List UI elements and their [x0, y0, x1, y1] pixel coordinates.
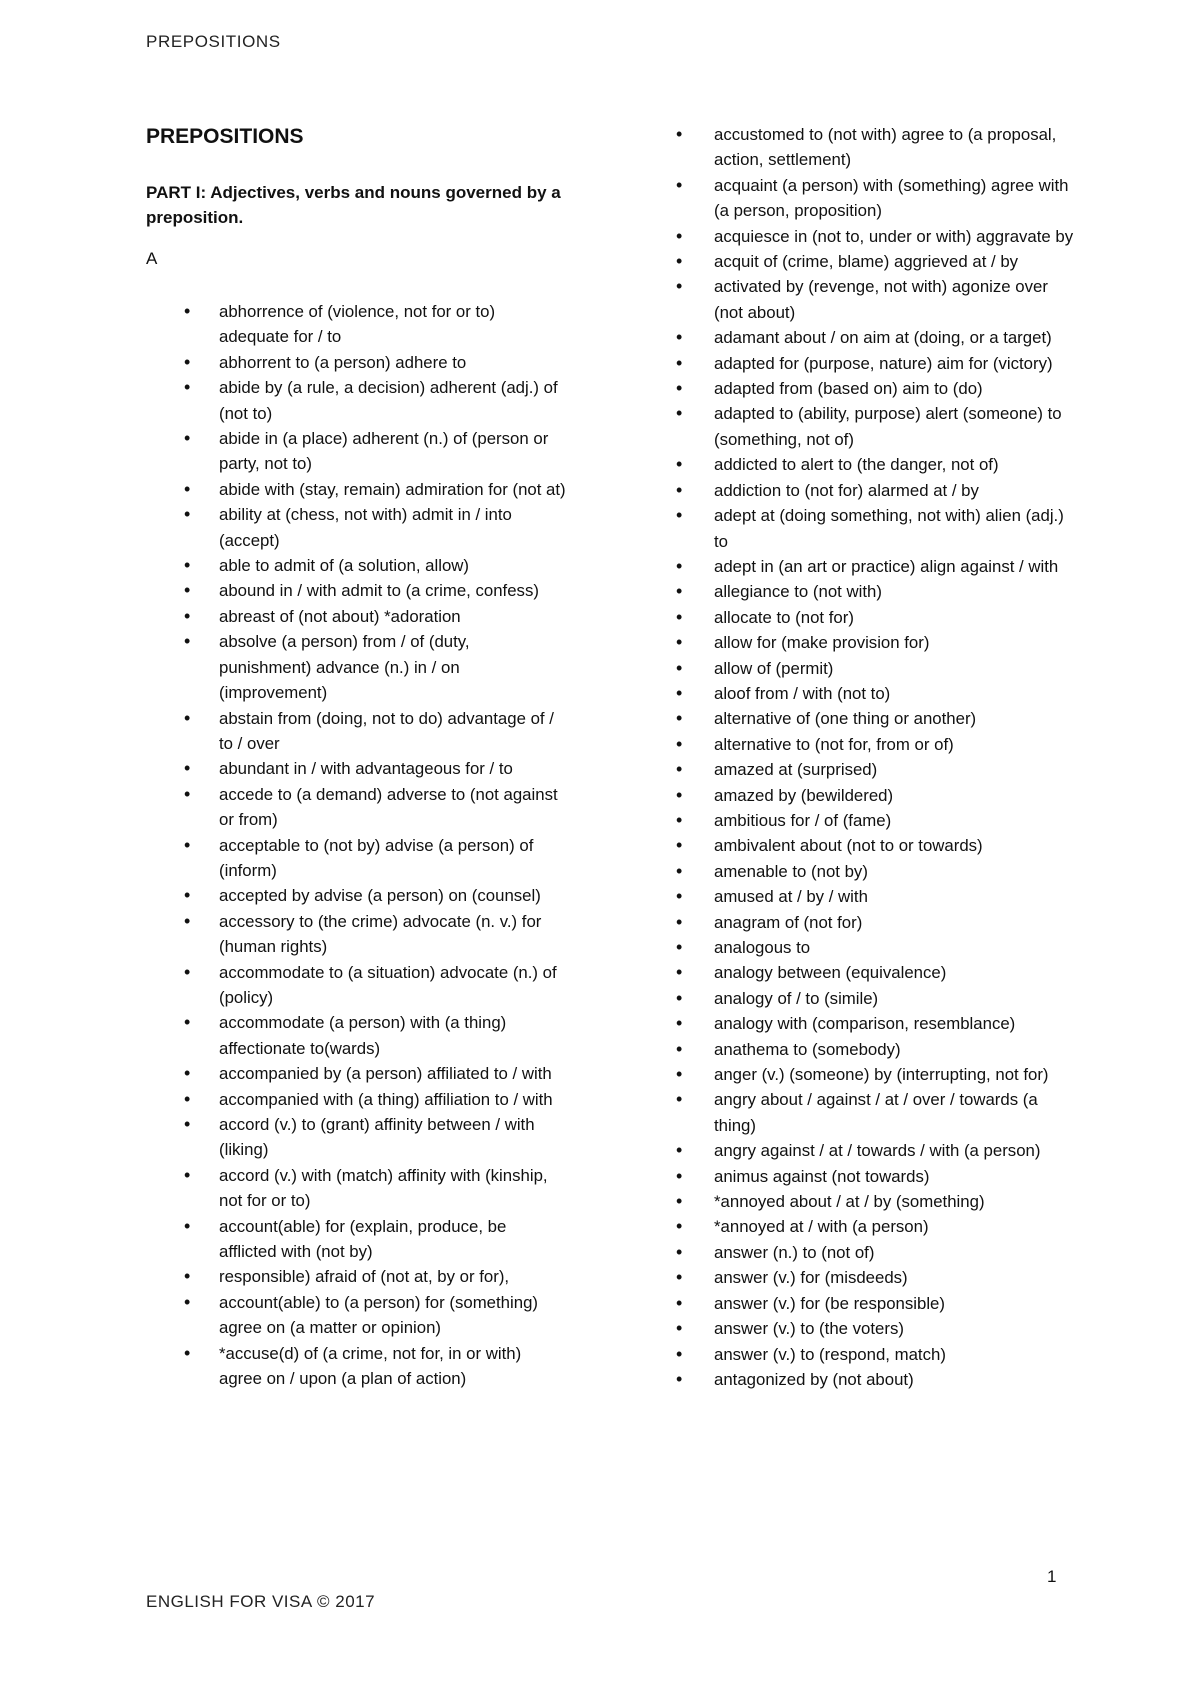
list-item: • angry about / against / at / over / towards (a thing) — [676, 1087, 1076, 1138]
list-item: • account(able) to (a person) for (something) agree on (a matter or opinion) — [146, 1290, 566, 1341]
list-item: • analogy with (comparison, resemblance) — [676, 1011, 1076, 1036]
list-item: • analogous to — [676, 935, 1076, 960]
left-entry-list — [146, 299, 566, 1391]
list-item: • acceptable to (not by) advise (a person) of (inform) — [146, 833, 566, 884]
list-item: • accompanied by (a person) affiliated to / with — [146, 1061, 566, 1086]
list-item: • adept in (an art or practice) align against / with — [676, 554, 1076, 579]
list-item: • responsible) afraid of (not at, by or for), — [146, 1264, 566, 1289]
list-item: • accommodate (a person) with (a thing) affectionate to(wards) — [146, 1010, 566, 1061]
right-entry-list — [676, 122, 1076, 1392]
list-item: • amazed at (surprised) — [676, 757, 1076, 782]
list-item: • amused at / by / with — [676, 884, 1076, 909]
list-item: • adapted from (based on) aim to (do) — [676, 376, 1076, 401]
list-item: • abide with (stay, remain) admiration for (not at) — [146, 477, 566, 502]
list-item: • abreast of (not about) *adoration — [146, 604, 566, 629]
list-item: • accord (v.) with (match) affinity with (kinship, not for or to) — [146, 1163, 566, 1214]
list-item: • abundant in / with advantageous for / to — [146, 756, 566, 781]
list-item: • alternative to (not for, from or of) — [676, 732, 1076, 757]
list-item: • abhorrence of (violence, not for or to) adequate for / to — [146, 299, 566, 350]
list-item: • accustomed to (not with) agree to (a proposal, action, settlement) — [676, 122, 1076, 173]
running-footer: ENGLISH FOR VISA © 2017 — [146, 1592, 376, 1611]
list-item: • activated by (revenge, not with) agonize over (not about) — [676, 274, 1076, 325]
list-item: • accord (v.) to (grant) affinity between / with (liking) — [146, 1112, 566, 1163]
list-item: • adapted for (purpose, nature) aim for (victory) — [676, 351, 1076, 376]
list-item: • answer (v.) for (misdeeds) — [676, 1265, 1076, 1290]
list-item: • abound in / with admit to (a crime, confess) — [146, 578, 566, 603]
list-item: • allow of (permit) — [676, 656, 1076, 681]
list-item: • abide in (a place) adherent (n.) of (person or party, not to) — [146, 426, 566, 477]
list-item: • able to admit of (a solution, allow) — [146, 553, 566, 578]
list-item: • acquit of (crime, blame) aggrieved at / by — [676, 249, 1076, 274]
list-item: • *accuse(d) of (a crime, not for, in or with) agree on / upon (a plan of action) — [146, 1341, 566, 1392]
list-item: • *annoyed at / with (a person) — [676, 1214, 1076, 1239]
list-item: • ambitious for / of (fame) — [676, 808, 1076, 833]
list-item: • addiction to (not for) alarmed at / by — [676, 478, 1076, 503]
right-column — [676, 122, 1076, 1392]
list-item: • amazed by (bewildered) — [676, 783, 1076, 808]
list-item: • ambivalent about (not to or towards) — [676, 833, 1076, 858]
list-item: • acquaint (a person) with (something) agree with (a person, proposition) — [676, 173, 1076, 224]
list-item: • anger (v.) (someone) by (interrupting, not for) — [676, 1062, 1076, 1087]
list-item: • adamant about / on aim at (doing, or a target) — [676, 325, 1076, 350]
list-item: • analogy of / to (simile) — [676, 986, 1076, 1011]
list-item: • account(able) for (explain, produce, be afflicted with (not by) — [146, 1214, 566, 1265]
list-item: • allocate to (not for) — [676, 605, 1076, 630]
list-item: • *annoyed about / at / by (something) — [676, 1189, 1076, 1214]
list-item: • amenable to (not by) — [676, 859, 1076, 884]
list-item: • abide by (a rule, a decision) adherent (adj.) of (not to) — [146, 375, 566, 426]
list-item: • addicted to alert to (the danger, not of) — [676, 452, 1076, 477]
list-item: • acquiesce in (not to, under or with) aggravate by — [676, 224, 1076, 249]
list-item: • allow for (make provision for) — [676, 630, 1076, 655]
document-title: PREPOSITIONS — [146, 125, 304, 148]
list-item: • allegiance to (not with) — [676, 579, 1076, 604]
list-item: • adept at (doing something, not with) alien (adj.) to — [676, 503, 1076, 554]
letter-heading: A — [146, 249, 158, 268]
list-item: • anagram of (not for) — [676, 910, 1076, 935]
list-item: • accessory to (the crime) advocate (n. v.) for (human rights) — [146, 909, 566, 960]
left-column — [146, 124, 566, 1391]
page-number: 1 — [1047, 1567, 1057, 1586]
list-item: • abstain from (doing, not to do) advantage of / to / over — [146, 706, 566, 757]
list-item: • abhorrent to (a person) adhere to — [146, 350, 566, 375]
list-item: • accommodate to (a situation) advocate (n.) of (policy) — [146, 960, 566, 1011]
list-item: • answer (v.) for (be responsible) — [676, 1291, 1076, 1316]
list-item: • answer (n.) to (not of) — [676, 1240, 1076, 1265]
list-item: • animus against (not towards) — [676, 1164, 1076, 1189]
list-item: • accompanied with (a thing) affiliation to / with — [146, 1087, 566, 1112]
running-header: PREPOSITIONS — [146, 32, 281, 51]
list-item: • ability at (chess, not with) admit in / into (accept) — [146, 502, 566, 553]
list-item: • analogy between (equivalence) — [676, 960, 1076, 985]
list-item: • absolve (a person) from / of (duty, punishment) advance (n.) in / on (improvement) — [146, 629, 566, 705]
list-item: • accepted by advise (a person) on (counsel) — [146, 883, 566, 908]
list-item: • accede to (a demand) adverse to (not against or from) — [146, 782, 566, 833]
list-item: • adapted to (ability, purpose) alert (someone) to (something, not of) — [676, 401, 1076, 452]
list-item: • angry against / at / towards / with (a person) — [676, 1138, 1076, 1163]
list-item: • alternative of (one thing or another) — [676, 706, 1076, 731]
list-item: • answer (v.) to (the voters) — [676, 1316, 1076, 1341]
part-heading: PART I: Adjectives, verbs and nouns governed by a preposition. — [146, 183, 561, 227]
list-item: • aloof from / with (not to) — [676, 681, 1076, 706]
list-item: • answer (v.) to (respond, match) — [676, 1342, 1076, 1367]
list-item: • antagonized by (not about) — [676, 1367, 1076, 1392]
list-item: • anathema to (somebody) — [676, 1037, 1076, 1062]
